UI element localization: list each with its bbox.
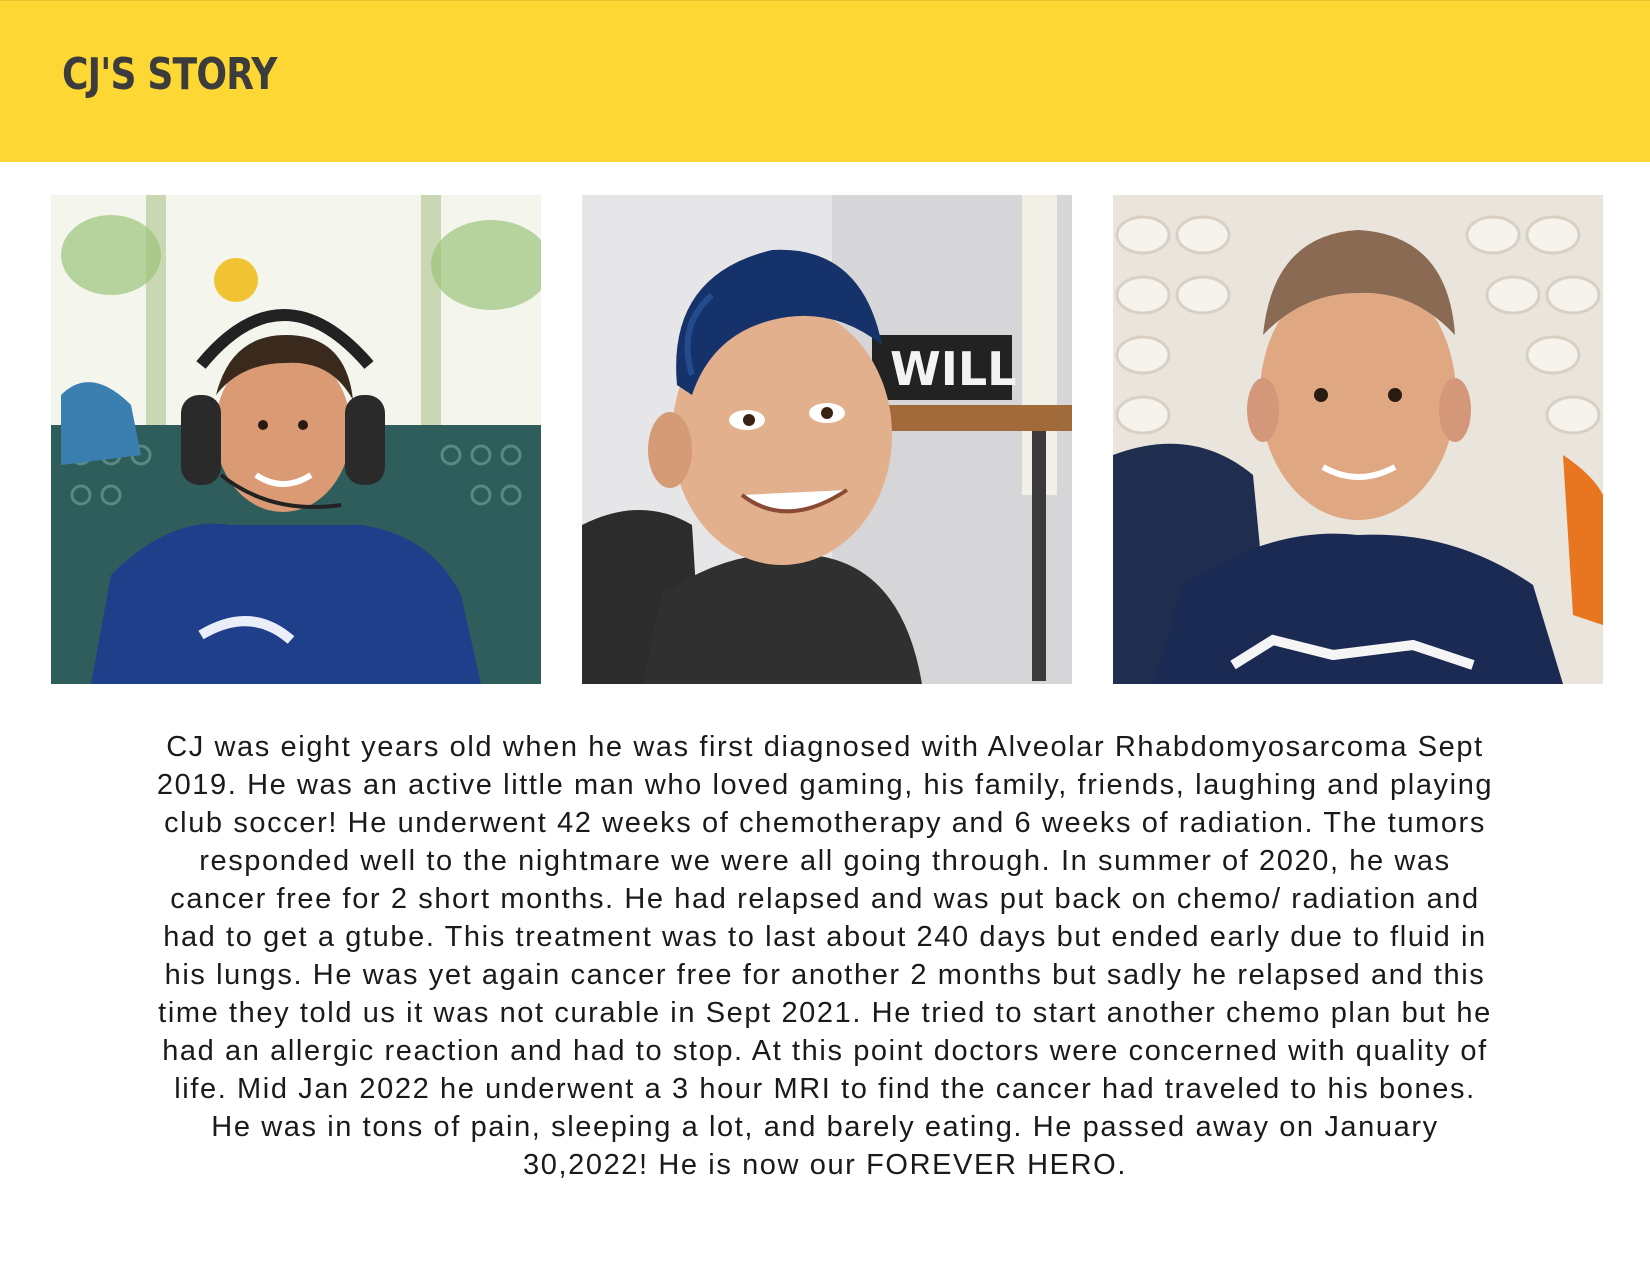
story-line: responded well to the nightmare we were all going through. In summer of 2020, he was <box>199 845 1451 877</box>
story-text <box>0 728 1650 1184</box>
story-line: time they told us it was not curable in Sept 2021. He tried to start another chemo plan but he <box>158 997 1492 1029</box>
story-line: 30,2022! He is now our FOREVER HERO. <box>523 1149 1127 1181</box>
story-line: CJ was eight years old when he was first diagnosed with Alveolar Rhabdomyosarcoma Sept <box>166 731 1484 763</box>
story-line: cancer free for 2 short months. He had relapsed and was put back on chemo/ radiation and <box>170 883 1480 915</box>
svg-text:WILL: WILL <box>890 342 1017 396</box>
story-line: 2019. He was an active little man who loved gaming, his family, friends, laughing and playing <box>156 769 1494 801</box>
story-line: He was in tons of pain, sleeping a lot, and barely eating. He passed away on January <box>211 1111 1439 1143</box>
story-line: life. Mid Jan 2022 he underwent a 3 hour MRI to find the cancer had traveled to his bones. <box>174 1073 1476 1105</box>
photo-boy-with-headset <box>51 195 541 684</box>
story-line: club soccer! He underwent 42 weeks of chemotherapy and 6 weeks of radiation. The tumors <box>164 807 1486 839</box>
header-banner <box>0 0 1650 162</box>
photo-boy-with-blue-hair <box>582 195 1072 684</box>
photo-boy-with-shaved-head <box>1113 195 1603 684</box>
story-line: had an allergic reaction and had to stop. At this point doctors were concerned with quality of <box>162 1035 1488 1067</box>
story-line: had to get a gtube. This treatment was to last about 240 days but ended early due to fluid in <box>163 921 1487 953</box>
page-title: CJ'S STORY <box>62 49 277 100</box>
story-line: his lungs. He was yet again cancer free for another 2 months but sadly he relapsed and this <box>164 959 1486 991</box>
